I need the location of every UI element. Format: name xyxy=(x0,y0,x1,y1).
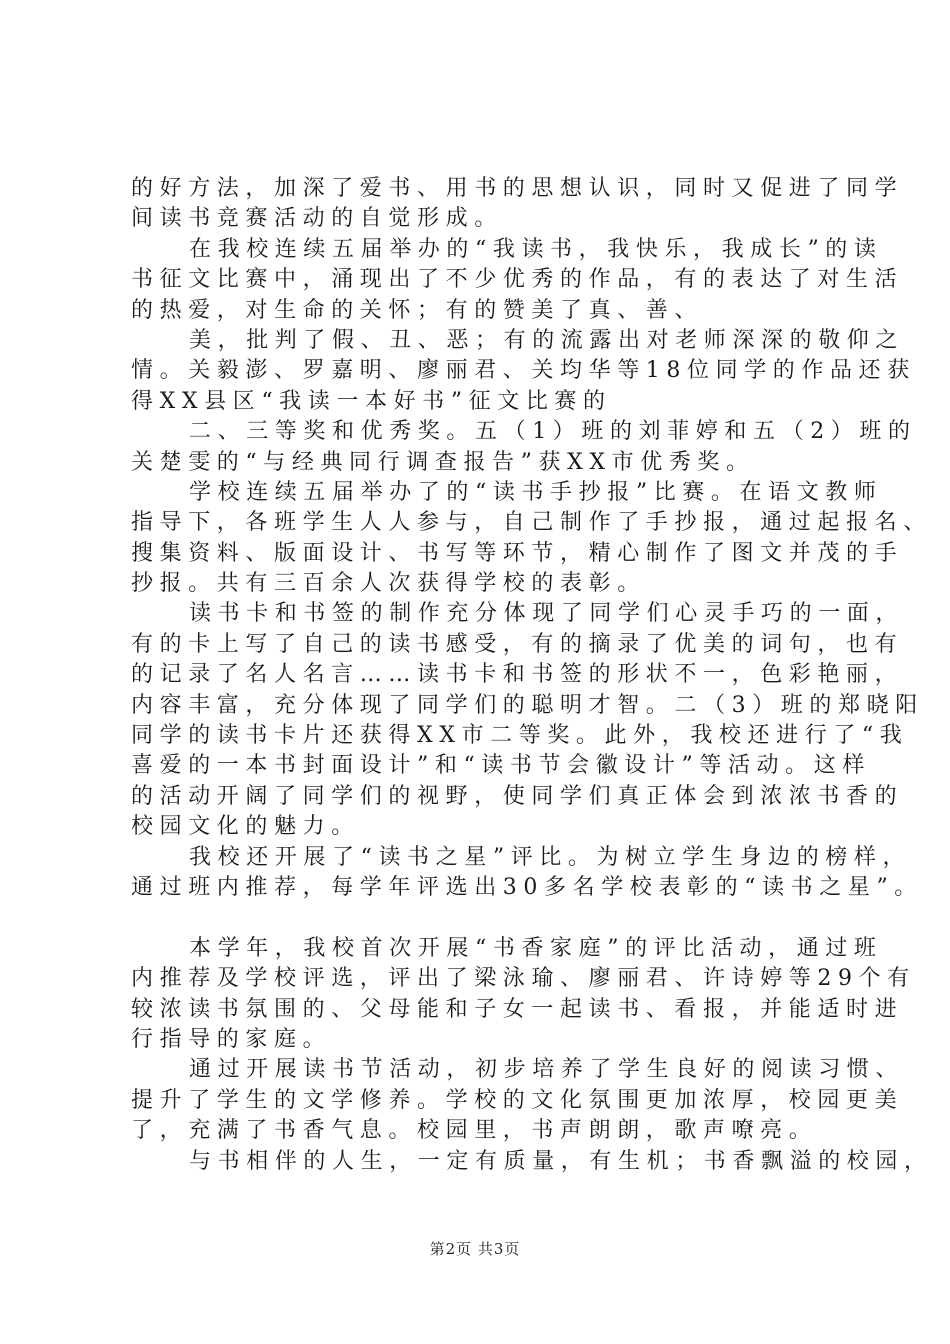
text-line: 校园文化的魅力。 xyxy=(131,814,360,840)
text-line: 提升了学生的文学修养。学校的文化氛围更加浓厚，校园更美 xyxy=(131,1087,904,1113)
text-line: 的好方法，加深了爱书、用书的思想认识，同时又促进了同学 xyxy=(131,176,904,201)
text-line: 关楚雯的“与经典同行调查报告”获XX市优秀奖。 xyxy=(131,449,755,475)
paragraph-start-line: 与书相伴的人生，一定有质量，有生机；书香飘溢的校园， xyxy=(189,1148,933,1174)
text-line: 的记录了名人名言……读书卡和书签的形状不一，色彩艳丽， xyxy=(131,662,904,688)
page-number-indicator: 第2页 共3页 xyxy=(429,1240,521,1258)
text-line: 行指导的家庭。 xyxy=(131,1026,332,1052)
text-line: 指导下，各班学生人人参与，自己制作了手抄报，通过起报名、 xyxy=(131,510,932,536)
text-line: 间读书竞赛活动的自觉形成。 xyxy=(131,206,503,232)
text-line: 内容丰富，充分体现了同学们的聪明才智。二（3）班的郑晓阳 xyxy=(131,692,924,718)
paragraph-start-line: 在我校连续五届举办的“我读书，我快乐，我成长”的读 xyxy=(189,236,883,262)
text-line: 了，充满了书香气息。校园里，书声朗朗，歌声嘹亮。 xyxy=(131,1118,818,1144)
text-line: 同学的读书卡片还获得XX市二等奖。此外，我校还进行了“我 xyxy=(131,723,909,749)
text-line: 搜集资料、版面设计、书写等环节，精心制作了图文并茂的手 xyxy=(131,540,904,566)
paragraph-start-line: 通过开展读书节活动，初步培养了学生良好的阅读习惯、 xyxy=(189,1057,905,1083)
paragraph-start-line: 美，批判了假、丑、恶；有的流露出对老师深深的敬仰之 xyxy=(189,327,905,353)
text-line: 喜爱的一本书封面设计”和“读书节会徽设计”等活动。这样 xyxy=(131,753,871,779)
text-line: 情。关毅澎、罗嘉明、廖丽君、关均华等18位同学的作品还获 xyxy=(131,358,916,384)
paragraph-start-line: 学校连续五届举办了的“读书手抄报”比赛。在语文教师 xyxy=(189,479,883,505)
text-line: 的活动开阔了同学们的视野，使同学们真正体会到浓浓书香的 xyxy=(131,783,904,809)
text-line: 书征文比赛中，涌现出了不少优秀的作品，有的表达了对生活 xyxy=(131,267,904,293)
blank-line xyxy=(131,903,851,933)
paragraph-start-line: 二、三等奖和优秀奖。五（1）班的刘菲婷和五（2）班的 xyxy=(189,419,917,445)
text-line: 通过班内推荐，每学年评选出30多名学校表彰的“读书之星”。 xyxy=(131,874,923,900)
text-line: 较浓读书氛围的、父母能和子女一起读书、看报，并能适时进 xyxy=(131,996,904,1022)
paragraph-start-line: 本学年，我校首次开展“书香家庭”的评比活动，通过班 xyxy=(189,935,883,961)
document-body xyxy=(131,174,933,1177)
text-line: 得XX县区“我读一本好书”征文比赛的 xyxy=(131,388,612,414)
text-line: 内推荐及学校评选，评出了梁泳瑜、廖丽君、许诗婷等29个有 xyxy=(131,966,916,992)
text-line: 的热爱，对生命的关怀；有的赞美了真、善、 xyxy=(131,297,704,323)
paragraph-start-line: 我校还开展了“读书之星”评比。为树立学生身边的榜样， xyxy=(189,844,912,870)
text-line: 有的卡上写了自己的读书感受，有的摘录了优美的词句，也有 xyxy=(131,631,904,657)
text-line: 抄报。共有三百余人次获得学校的表彰。 xyxy=(131,571,646,597)
paragraph-start-line: 读书卡和书签的制作充分体现了同学们心灵手巧的一面， xyxy=(189,601,905,627)
page-footer xyxy=(0,1238,950,1259)
